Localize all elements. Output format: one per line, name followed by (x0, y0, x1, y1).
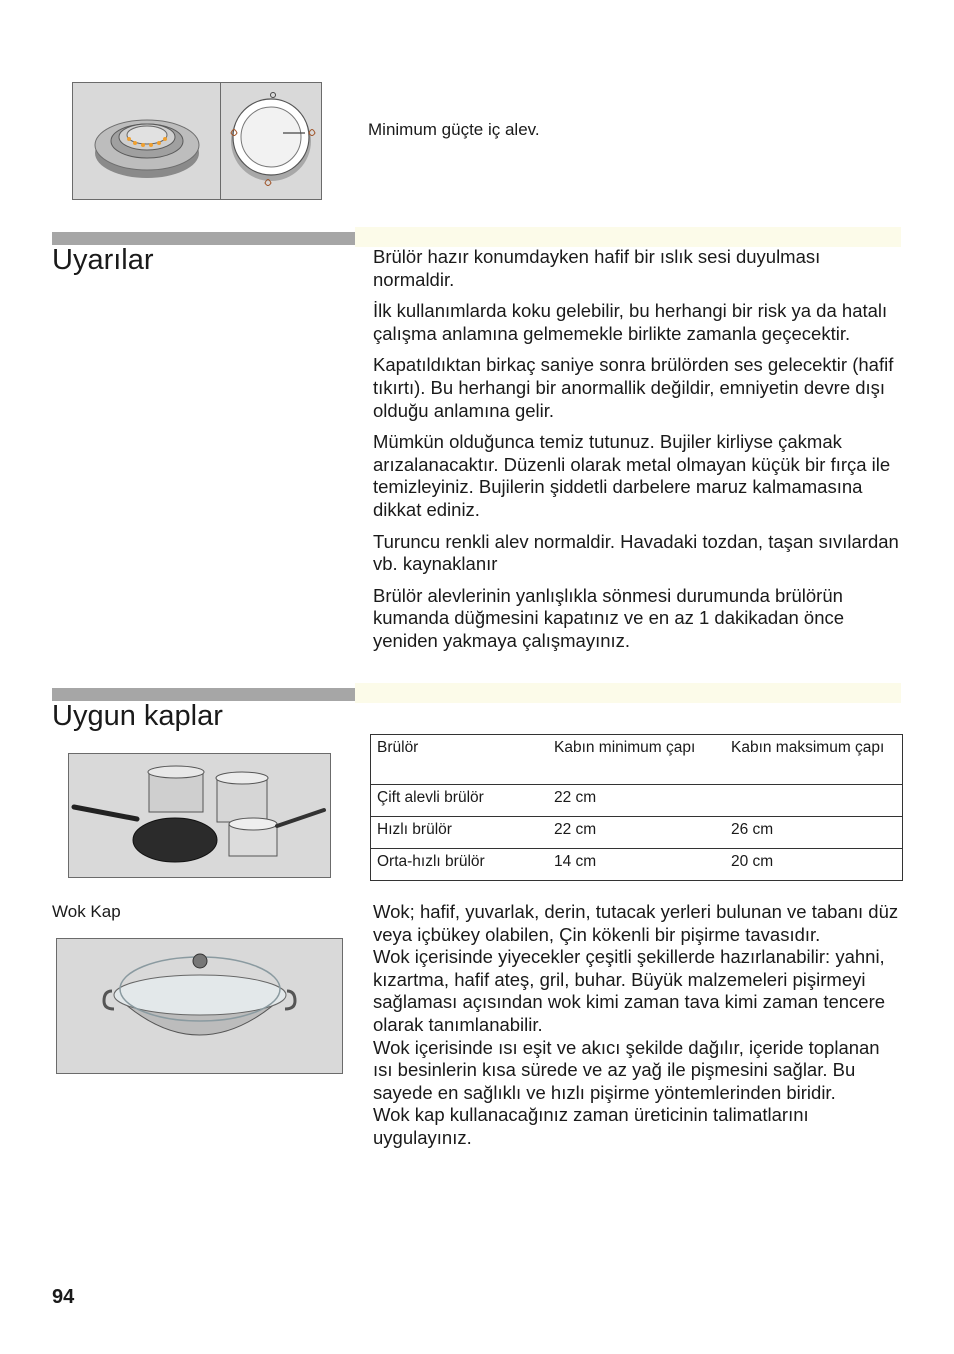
section-title-cookware: Uygun kaplar (52, 700, 223, 732)
warning-paragraph: Brülör alevlerinin yanlışlıkla sönmesi durumunda brülörün kumanda düğmesini kapatınız ve en az 1 dakikadan önce yeniden yakmaya çalışmayınız. (373, 584, 845, 651)
table-cell: Hızlı brülör (371, 817, 549, 849)
section-band-cookware (355, 683, 901, 703)
page-number: 94 (52, 1286, 75, 1308)
table-row (371, 785, 903, 817)
warning-paragraph: Mümkün olduğunca temiz tutunuz. Bujiler kirliyse çakmak arızalanacaktır. Düzenli olarak metal olmayan küçük bir fırça ile temizleyiniz. Bujilerin şiddetli darbelere maruz kalmamasına dikkat ediniz. (373, 431, 891, 520)
knob-figure (220, 82, 322, 200)
wok-paragraph: Wok içerisinde yiyecekler çeşitli şekillerde hazırlanabilir: yahni, kızartma, hafif ateş, gril, buhar. Büyük malzemeleri pişirmeyi sağlaması açısından wok kimi zaman tava kimi zaman tencere olarak tanımlanabilir. (373, 946, 886, 1035)
table-row (371, 849, 903, 881)
warning-paragraph: Kapatıldıktan birkaç saniye sonra brülörden ses gelecektir (hafif tıkırtı). Bu herhangi bir anormallik değildir, emniyetin devre dışı olduğu anlamına gelir. (373, 354, 894, 421)
wok-paragraph: Wok; hafif, yuvarlak, derin, tutacak yerleri bulunan ve tabanı düz veya içbükey olabilen, Çin kökenli bir pişirme tavasıdır. (373, 901, 899, 945)
knob-illustration (221, 83, 321, 199)
wok-figure (56, 938, 343, 1074)
pots-and-pans-illustration (69, 754, 330, 877)
burner-illustration (73, 83, 221, 199)
warning-paragraph: İlk kullanımlarda koku gelebilir, bu herhangi bir risk ya da hatalı çalışma anlamına gelmemekle birlikte zamanla geçecektir. (373, 300, 888, 344)
cookware-figure (68, 753, 331, 878)
table-cell (725, 785, 903, 817)
table-cell: 22 cm (548, 785, 725, 817)
table-cell: 14 cm (548, 849, 725, 881)
table-header-cell: Kabın minimum çapı (548, 735, 725, 785)
table-header-cell: Brülör (371, 735, 549, 785)
burner-caption: Minimum güçte iç alev. (368, 120, 540, 139)
section-title-warnings: Uyarılar (52, 244, 154, 276)
table-header-cell: Kabın maksimum çapı (725, 735, 903, 785)
section-band-warnings (355, 227, 901, 247)
wok-illustration (57, 939, 342, 1073)
table-cell: 20 cm (725, 849, 903, 881)
warning-paragraph: Turuncu renkli alev normaldir. Havadaki tozdan, taşan sıvılardan vb. kaynaklanır (373, 530, 899, 575)
burner-diameter-table (370, 734, 903, 881)
burner-figure (72, 82, 222, 200)
wok-label: Wok Kap (52, 902, 121, 921)
table-cell: 22 cm (548, 817, 725, 849)
wok-paragraph: Wok kap kullanacağınız zaman üreticinin talimatlarını uygulayınız. (373, 1104, 809, 1148)
warning-paragraph: Brülör hazır konumdayken hafif bir ıslık sesi duyulması normaldir. (373, 246, 821, 290)
warnings-body (373, 246, 903, 662)
table-row (371, 817, 903, 849)
wok-paragraph: Wok içerisinde ısı eşit ve akıcı şekilde dağılır, içeride toplanan ısı besinlerin kısa sürede ve az yağ ile pişmesini sağlar. Bu sayede en sağlıklı ve hızlı pişirme yöntemlerinden biridir. (373, 1036, 880, 1103)
table-cell: 26 cm (725, 817, 903, 849)
table-cell: Çift alevli brülör (371, 785, 549, 817)
wok-body (373, 901, 903, 1150)
table-header-row (371, 735, 903, 785)
table-cell: Orta-hızlı brülör (371, 849, 549, 881)
